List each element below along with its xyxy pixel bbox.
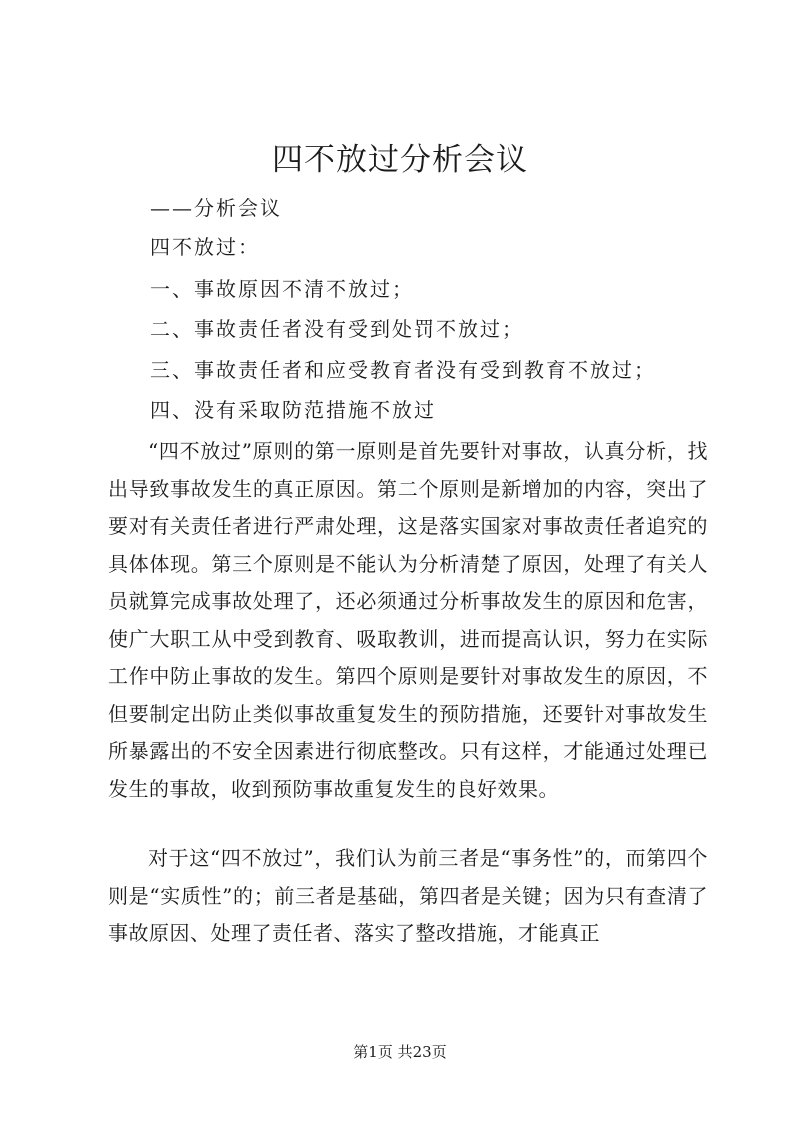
list-item: 四、没有采取防范措施不放过 — [150, 398, 436, 422]
body-paragraph: “四不放过”原则的第一原则是首先要针对事故，认真分析，找出导致事故发生的真正原因。第二个原则是新增加的内容，突出了要对有关责任者进行严肃处理，这是落实国家对事故责任者追究的具体体现。第三个原则是不能认为分析清楚了原因，处理了有关人员就算完成事故处理了，还必须通过分析事故发生的原因和危害，使广大职工从中受到教育、吸取教训，进而提高认识，努力在实际工作中防止事故的发生。第四个原则是要针对事故发生的原因，不但要制定出防止类似事故重复发生的预防措施，还要针对事故发生所暴露出的不安全因素进行彻底整改。只有这样，才能通过处理已发生的事故，收到预防事故重复发生的良好效果。 — [108, 439, 708, 801]
document-subtitle: ——分析会议 — [150, 196, 282, 220]
document-title: 四不放过分析会议 — [272, 142, 528, 178]
list-item: 一、事故原因不清不放过； — [150, 277, 414, 301]
body-paragraph: 对于这“四不放过”，我们认为前三者是“事务性”的，而第四个则是“实质性”的；前三者是基础，第四者是关键；因为只有查清了事故原因、处理了责任者、落实了整改措施，才能真正 — [108, 846, 708, 945]
list-item: 三、事故责任者和应受教育者没有受到教育不放过； — [150, 358, 656, 382]
list-item: 二、事故责任者没有受到处罚不放过； — [150, 317, 524, 341]
section-heading: 四不放过： — [150, 235, 260, 259]
page-footer: 第1页 共23页 — [353, 1043, 447, 1061]
